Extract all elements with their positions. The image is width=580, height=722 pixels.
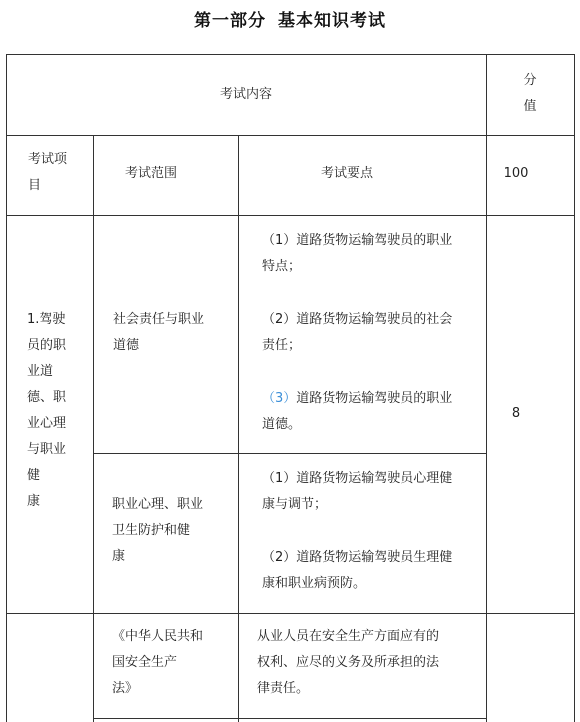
row-1-score: 8 <box>511 406 521 421</box>
row-1a-scope: 社会责任与职业 道德 <box>113 312 205 353</box>
row-1b-point-1 <box>262 466 486 518</box>
row-1a-point-3-text: 道路货物运输驾驶员的职业 道德。 <box>262 391 453 432</box>
page-title-part: 第一部分 <box>194 11 266 31</box>
row-1a-point-1-prefix: （1） <box>262 233 297 248</box>
row-1b-point-2 <box>262 545 486 597</box>
row-1a-point-3-prefix: （3） <box>262 391 297 406</box>
row-1b-point-1-prefix: （1） <box>262 471 297 486</box>
header-scope: 考试范围 <box>124 166 177 181</box>
row-1b-point-2-text: 道路货物运输驾驶员生理健 康和职业病预防。 <box>262 550 453 591</box>
table-rule <box>6 613 575 614</box>
page-title <box>0 6 580 31</box>
row-1a-point-2-prefix: （2） <box>262 312 297 327</box>
table-rule <box>93 453 486 454</box>
row-2-scope: 《中华人民共和 国安全生产 法》 <box>112 629 204 696</box>
table-border-top <box>6 54 575 55</box>
header-total: 100 <box>503 166 529 181</box>
row-1a-point-1-text: 道路货物运输驾驶员的职业 特点； <box>262 233 453 274</box>
table-rule <box>93 135 94 722</box>
row-1a-point-2 <box>262 307 486 359</box>
row-1b-point-1-text: 道路货物运输驾驶员心理健 康与调节； <box>262 471 453 512</box>
header-item: 考试项 目 <box>28 152 68 193</box>
row-1-item: 1.驾驶 员的职 业道 德、职 业心理 与职业 健 康 <box>27 312 67 509</box>
row-1b-point-2-prefix: （2） <box>262 550 297 565</box>
table-rule <box>6 135 575 136</box>
row-2-points: 从业人员在安全生产方面应有的 权利、应尽的义务及所承担的法 律责任。 <box>257 629 440 696</box>
table-border-right <box>574 54 575 722</box>
table-rule <box>486 54 487 722</box>
page-title-name: 基本知识考试 <box>278 11 386 31</box>
table-rule <box>238 135 239 722</box>
row-1b-scope: 职业心理、职业 卫生防护和健 康 <box>112 497 204 564</box>
header-content: 考试内容 <box>219 87 272 102</box>
header-score: 分 值 <box>523 73 537 114</box>
row-1a-point-1 <box>262 228 486 280</box>
table-rule <box>93 718 486 719</box>
header-points: 考试要点 <box>320 166 373 181</box>
row-1a-point-3 <box>262 386 486 438</box>
row-1a-point-2-text: 道路货物运输驾驶员的社会 责任； <box>262 312 453 353</box>
table-rule <box>6 215 575 216</box>
table-border-left <box>6 54 7 722</box>
